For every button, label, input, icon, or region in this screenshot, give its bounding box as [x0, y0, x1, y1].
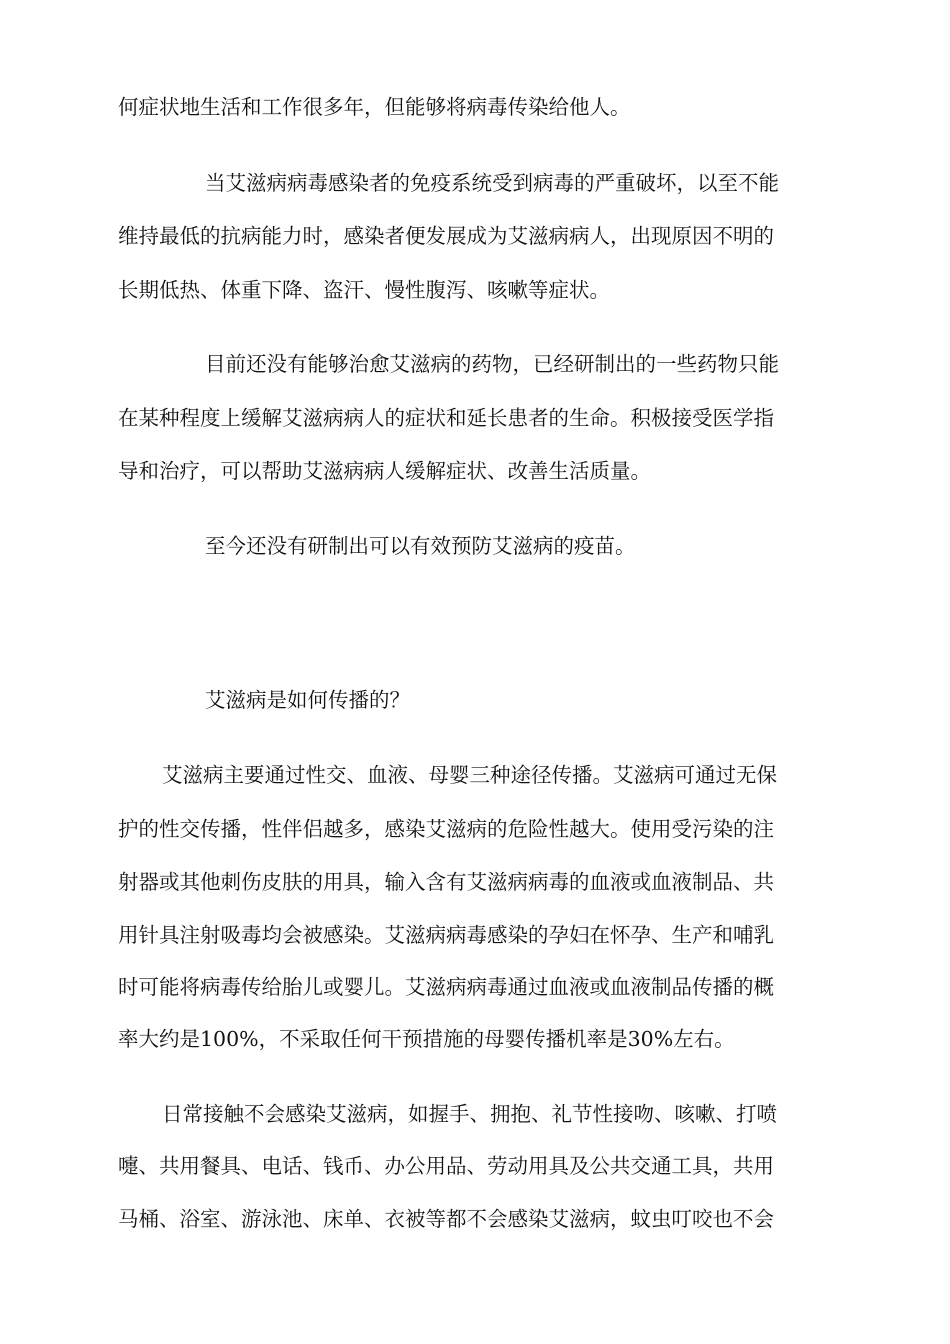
text-line: 目前还没有能够治愈艾滋病的药物，已经研制出的一些药物只能: [205, 352, 779, 376]
section-heading: 艾滋病是如何传播的？: [205, 688, 410, 712]
text-line: 导和治疗，可以帮助艾滋病病人缓解症状、改善生活质量。: [118, 459, 651, 483]
text-line: 日常接触不会感染艾滋病，如握手、拥抱、礼节性接吻、咳嗽、打喷: [162, 1102, 777, 1126]
text-line: 当艾滋病病毒感染者的免疫系统受到病毒的严重破坏，以至不能: [205, 171, 779, 195]
text-line: 维持最低的抗病能力时，感染者便发展成为艾滋病病人，出现原因不明的: [118, 224, 774, 248]
text-line: 率大约是100%，不采取任何干预措施的母婴传播机率是30%左右。: [118, 1027, 735, 1051]
text-line: 护的性交传播，性伴侣越多，感染艾滋病的危险性越大。使用受污染的注: [118, 817, 774, 841]
text-line: 何症状地生活和工作很多年，但能够将病毒传染给他人。: [118, 95, 631, 119]
text-line: 艾滋病主要通过性交、血液、母婴三种途径传播。艾滋病可通过无保: [162, 763, 777, 787]
text-line: 用针具注射吸毒均会被感染。艾滋病病毒感染的孕妇在怀孕、生产和哺乳: [118, 923, 774, 947]
text-line: 长期低热、体重下降、盗汗、慢性腹泻、咳嗽等症状。: [118, 278, 610, 302]
text-line: 射器或其他刺伤皮肤的用具，输入含有艾滋病病毒的血液或血液制品、共: [118, 870, 774, 894]
text-line: 嚏、共用餐具、电话、钱币、办公用品、劳动用具及公共交通工具，共用: [118, 1154, 774, 1178]
text-line: 在某种程度上缓解艾滋病病人的症状和延长患者的生命。积极接受医学指: [118, 406, 774, 430]
text-line: 马桶、浴室、游泳池、床单、衣被等都不会感染艾滋病，蚊虫叮咬也不会: [118, 1207, 774, 1231]
text-line: 时可能将病毒传给胎儿或婴儿。艾滋病病毒通过血液或血液制品传播的概: [118, 975, 774, 999]
text-line: 至今还没有研制出可以有效预防艾滋病的疫苗。: [205, 534, 636, 558]
